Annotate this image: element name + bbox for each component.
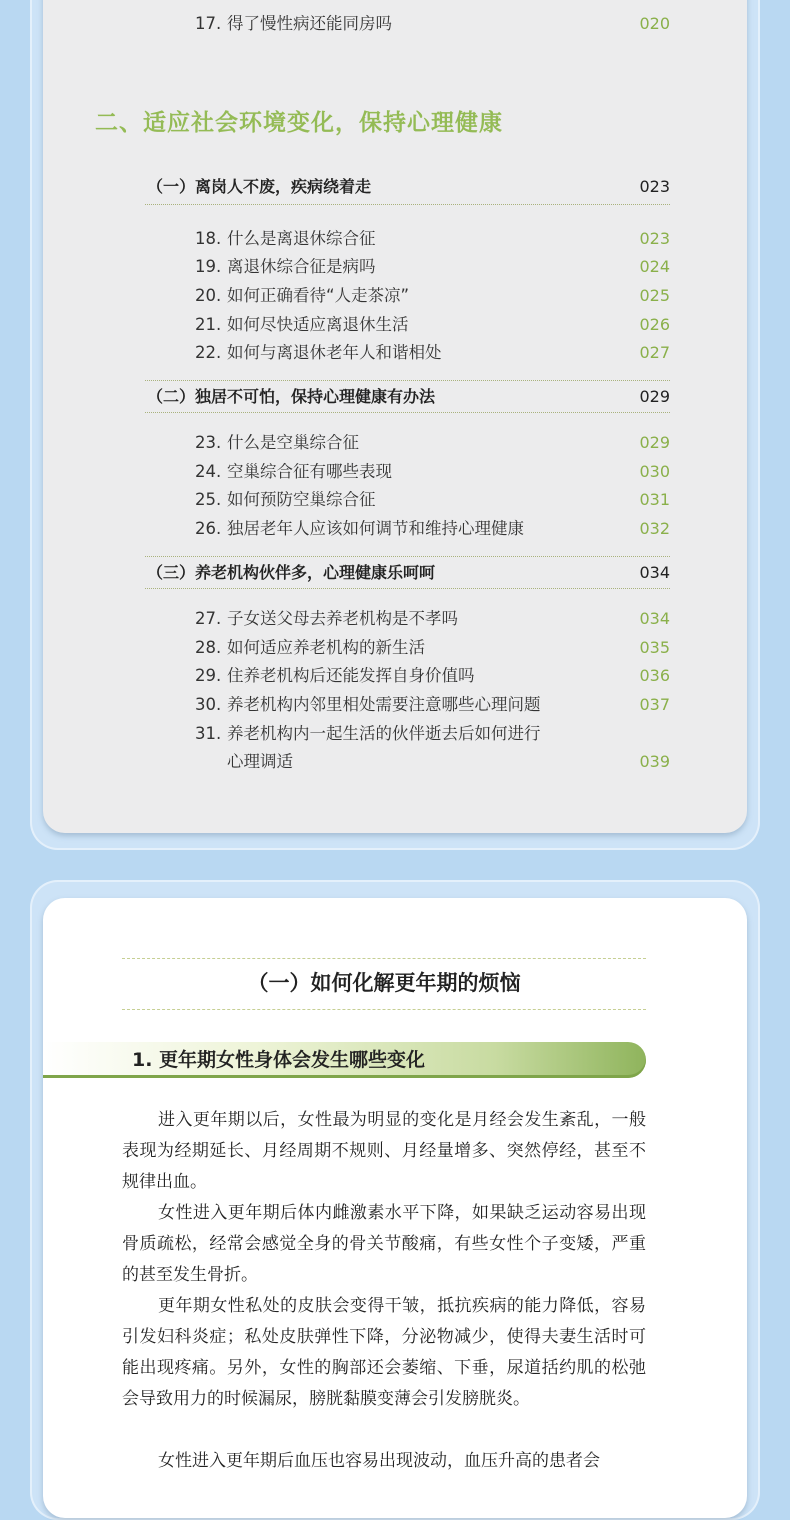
toc-entry-number: 28.	[195, 638, 222, 657]
divider	[145, 588, 670, 589]
toc-entry	[195, 662, 670, 690]
toc-entry-title: 养老机构内一起生活的伙伴逝去后如何进行	[227, 724, 541, 743]
toc-entry-page: 034	[639, 609, 670, 628]
toc-subsection-title: （二）独居不可怕，保持心理健康有办法	[147, 387, 436, 406]
divider	[145, 556, 670, 557]
toc-subsection-page: 029	[639, 387, 670, 406]
toc-entry	[195, 605, 670, 633]
toc-entry-title: 如何与离退休老年人和谐相处	[227, 343, 442, 362]
toc-subsection-title: （一）离岗人不废，疾病绕着走	[147, 177, 372, 196]
toc-entry-page: 036	[639, 666, 670, 685]
toc-entry-number: 30.	[195, 695, 222, 714]
toc-entry-title: 独居老年人应该如何调节和维持心理健康	[227, 519, 524, 538]
toc-entry	[195, 691, 670, 719]
toc-entry	[195, 515, 670, 543]
toc-entry	[195, 486, 670, 514]
toc-entry-number: 23.	[195, 433, 222, 452]
toc-subsection-title: （三）养老机构伙伴多，心理健康乐呵呵	[147, 563, 436, 582]
toc-entry	[195, 429, 670, 457]
toc-entry	[195, 225, 670, 253]
toc-entry-page: 031	[639, 490, 670, 509]
toc-entry-title: 子女送父母去养老机构是不孝吗	[227, 609, 458, 628]
toc-subsection-page: 023	[639, 177, 670, 196]
toc-entry-number: 17.	[195, 14, 222, 33]
toc-subsection-page: 034	[639, 563, 670, 582]
toc-entry-page: 030	[639, 462, 670, 481]
toc-entry-title: 得了慢性病还能同房吗	[227, 14, 392, 33]
toc-entry-title: 住养老机构后还能发挥自身价值吗	[227, 666, 475, 685]
toc-entry	[195, 253, 670, 281]
toc-entry	[195, 10, 670, 38]
toc-entry-number: 19.	[195, 257, 222, 276]
toc-entry-title: 什么是离退休综合征	[227, 229, 376, 248]
toc-subsection-2	[147, 382, 670, 412]
toc-entry-page: 026	[639, 315, 670, 334]
toc-entry-number: 20.	[195, 286, 222, 305]
toc-entry	[195, 339, 670, 367]
toc-entry-number: 31.	[195, 724, 222, 743]
toc-entry-title: 心理调适	[227, 752, 293, 771]
toc-entry-page: 037	[639, 695, 670, 714]
toc-entry-continuation	[227, 748, 670, 776]
toc-entry-number: 29.	[195, 666, 222, 685]
toc-entry-title: 如何适应养老机构的新生活	[227, 638, 425, 657]
toc-entry-page: 027	[639, 343, 670, 362]
toc-entry-page: 024	[639, 257, 670, 276]
toc-entry	[195, 634, 670, 662]
toc-entry	[195, 458, 670, 486]
toc-entry	[195, 282, 670, 310]
toc-entry-page: 035	[639, 638, 670, 657]
paragraph: 更年期女性私处的皮肤会变得干皱，抵抗疾病的能力降低，容易引发妇科炎症；私处皮肤弹性下降，分泌物减少，使得夫妻生活时可能出现疼痛。另外，女性的胸部还会萎缩、下垂，尿道括约肌的松弛会导致用力的时候漏尿，膀胱黏膜变薄会引发膀胱炎。	[122, 1296, 646, 1409]
question-title: 1. 更年期女性身体会发生哪些变化	[132, 1049, 426, 1071]
toc-entry-title: 离退休综合征是病吗	[227, 257, 376, 276]
divider	[145, 204, 670, 205]
toc-entry-title: 如何尽快适应离退休生活	[227, 315, 409, 334]
divider	[145, 412, 670, 413]
chapter-title: （一）如何化解更年期的烦恼	[122, 958, 646, 1010]
toc-entry-page: 039	[639, 752, 670, 771]
paragraph: 女性进入更年期后血压也容易出现波动，血压升高的患者会	[158, 1451, 600, 1471]
toc-entry-title: 养老机构内邻里相处需要注意哪些心理问题	[227, 695, 541, 714]
toc-entry-number: 18.	[195, 229, 222, 248]
divider	[145, 380, 670, 381]
toc-entry-number: 27.	[195, 609, 222, 628]
toc-entry-page: 023	[639, 229, 670, 248]
toc-entry-title: 空巢综合征有哪些表现	[227, 462, 392, 481]
toc-entry-title: 如何正确看待“人走茶凉”	[227, 286, 410, 305]
toc-subsection-3	[147, 558, 670, 588]
toc-entry	[195, 311, 670, 339]
toc-entry-page: 032	[639, 519, 670, 538]
toc-entry-number: 22.	[195, 343, 222, 362]
toc-entry-page: 025	[639, 286, 670, 305]
toc-entry-number: 25.	[195, 490, 222, 509]
toc-subsection-1	[147, 172, 670, 202]
toc-entry-number: 24.	[195, 462, 222, 481]
paragraph: 女性进入更年期后体内雌激素水平下降，如果缺乏运动容易出现骨质疏松，经常会感觉全身的骨关节酸痛，有些女性个子变矮，严重的甚至发生骨折。	[122, 1203, 646, 1285]
toc-entry-number: 26.	[195, 519, 222, 538]
toc-entry-title: 如何预防空巢综合征	[227, 490, 376, 509]
toc-entry-title: 什么是空巢综合征	[227, 433, 359, 452]
toc-entry-cut	[195, 0, 670, 10]
toc-entry-page: 020	[639, 14, 670, 33]
toc-entry-page: 029	[639, 433, 670, 452]
toc-entry-number: 21.	[195, 315, 222, 334]
paragraph: 进入更年期以后，女性最为明显的变化是月经会发生紊乱，一般表现为经期延长、月经周期不规则、月经量增多、突然停经，甚至不规律出血。	[122, 1110, 646, 1192]
toc-entry	[195, 720, 670, 748]
toc-section-heading: 二、适应社会环境变化，保持心理健康	[95, 110, 503, 136]
